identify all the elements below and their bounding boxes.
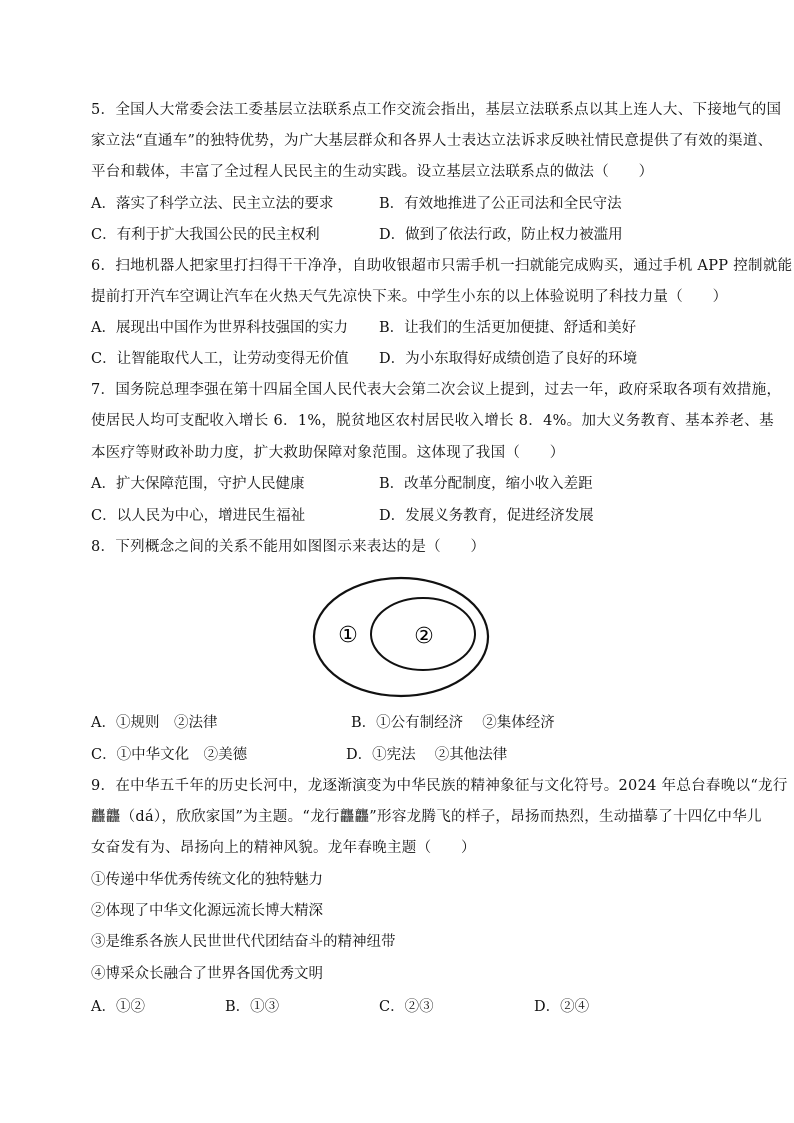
q8-option-a: A．①规则 ②法律 <box>91 715 218 731</box>
q7-option-d: D．发展义务教育，促进经济发展 <box>379 508 594 524</box>
q5-stem-line-1: 5．全国人大常委会法工委基层立法联系点工作交流会指出，基层立法联系点以其上连人大、下接地气的国 <box>91 102 782 118</box>
q6-stem-line-2: 提前打开汽车空调让汽车在火热天气先凉快下来。中学生小东的以上体验说明了科技力量（ ） <box>91 289 728 305</box>
q5-stem-line-2: 家立法“直通车”的独特优势，为广大基层群众和各界人士表达立法诉求反映社情民意提供了有效的渠道、 <box>91 133 773 149</box>
q9-statement-1: ①传递中华优秀传统文化的独特魅力 <box>91 872 323 888</box>
q6-option-a: A．展现出中国作为世界科技强国的实力 <box>91 320 348 336</box>
q7-option-a: A．扩大保障范围，守护人民健康 <box>91 476 305 492</box>
q6-option-d: D．为小东取得好成绩创造了良好的环境 <box>379 351 638 367</box>
q9-stem-line-3: 女奋发有为、昂扬向上的精神风貌。龙年春晚主题（ ） <box>91 840 476 856</box>
q7-stem-line-1: 7．国务院总理李强在第十四届全国人民代表大会第二次会议上提到，过去一年，政府采取各项有效措施， <box>91 382 782 398</box>
q7-option-c: C．以人民为中心，增进民生福祉 <box>91 508 306 524</box>
q9-statement-3: ③是维系各族人民世世代代团结奋斗的精神纽带 <box>91 934 396 950</box>
q9-option-b: B．①③ <box>225 999 280 1015</box>
q6-stem-line-1: 6．扫地机器人把家里打扫得干干净净，自助收银超市只需手机一扫就能完成购买，通过手机 APP 控制就能 <box>91 258 793 274</box>
q9-stem-line-1: 9．在中华五千年的历史长河中，龙逐渐演变为中华民族的精神象征与文化符号。2024 年总台春晚以“龙行 <box>91 778 788 794</box>
q9-option-a: A．①② <box>91 999 145 1015</box>
inner-label: ② <box>414 624 434 649</box>
outer-label: ① <box>338 623 358 648</box>
q7-stem-line-2: 使居民人均可支配收入增长 6．1%，脱贫地区农村居民收入增长 8．4%。加大义务教育、基本养老、基 <box>91 413 774 429</box>
q9-option-c: C．②③ <box>379 999 434 1015</box>
q7-option-b: B．改革分配制度，缩小收入差距 <box>379 476 593 492</box>
q5-option-a: A．落实了科学立法、民主立法的要求 <box>91 196 334 212</box>
q8-option-c: C．①中华文化 ②美德 <box>91 747 248 763</box>
q9-option-d: D．②④ <box>534 999 590 1015</box>
q9-statement-2: ②体现了中华文化源远流长博大精深 <box>91 903 323 919</box>
venn-diagram <box>310 574 492 700</box>
q8-option-d: D．①宪法 ②其他法律 <box>346 747 508 763</box>
q8-option-b: B．①公有制经济 ②集体经济 <box>351 715 555 731</box>
q7-stem-line-3: 本医疗等财政补助力度，扩大救助保障对象范围。这体现了我国（ ） <box>91 445 565 461</box>
q6-option-c: C．让智能取代人工，让劳动变得无价值 <box>91 351 349 367</box>
q9-stem-line-2: 龘龘（dá），欣欣家国”为主题。“龙行龘龘”形容龙腾飞的样子，昂扬而热烈，生动描摹了十四亿中华儿 <box>91 809 762 825</box>
q6-option-b: B．让我们的生活更加便捷、舒适和美好 <box>379 320 637 336</box>
q5-stem-line-3: 平台和载体，丰富了全过程人民民主的生动实践。设立基层立法联系点的做法（ ） <box>91 164 654 180</box>
q8-stem-line-1: 8．下列概念之间的关系不能用如图图示来表达的是（ ） <box>91 539 486 555</box>
q9-statement-4: ④博采众长融合了世界各国优秀文明 <box>91 966 323 982</box>
q5-option-b: B．有效地推进了公正司法和全民守法 <box>379 196 622 212</box>
q5-option-d: D．做到了依法行政，防止权力被滥用 <box>379 227 623 243</box>
q5-option-c: C．有利于扩大我国公民的民主权利 <box>91 227 320 243</box>
